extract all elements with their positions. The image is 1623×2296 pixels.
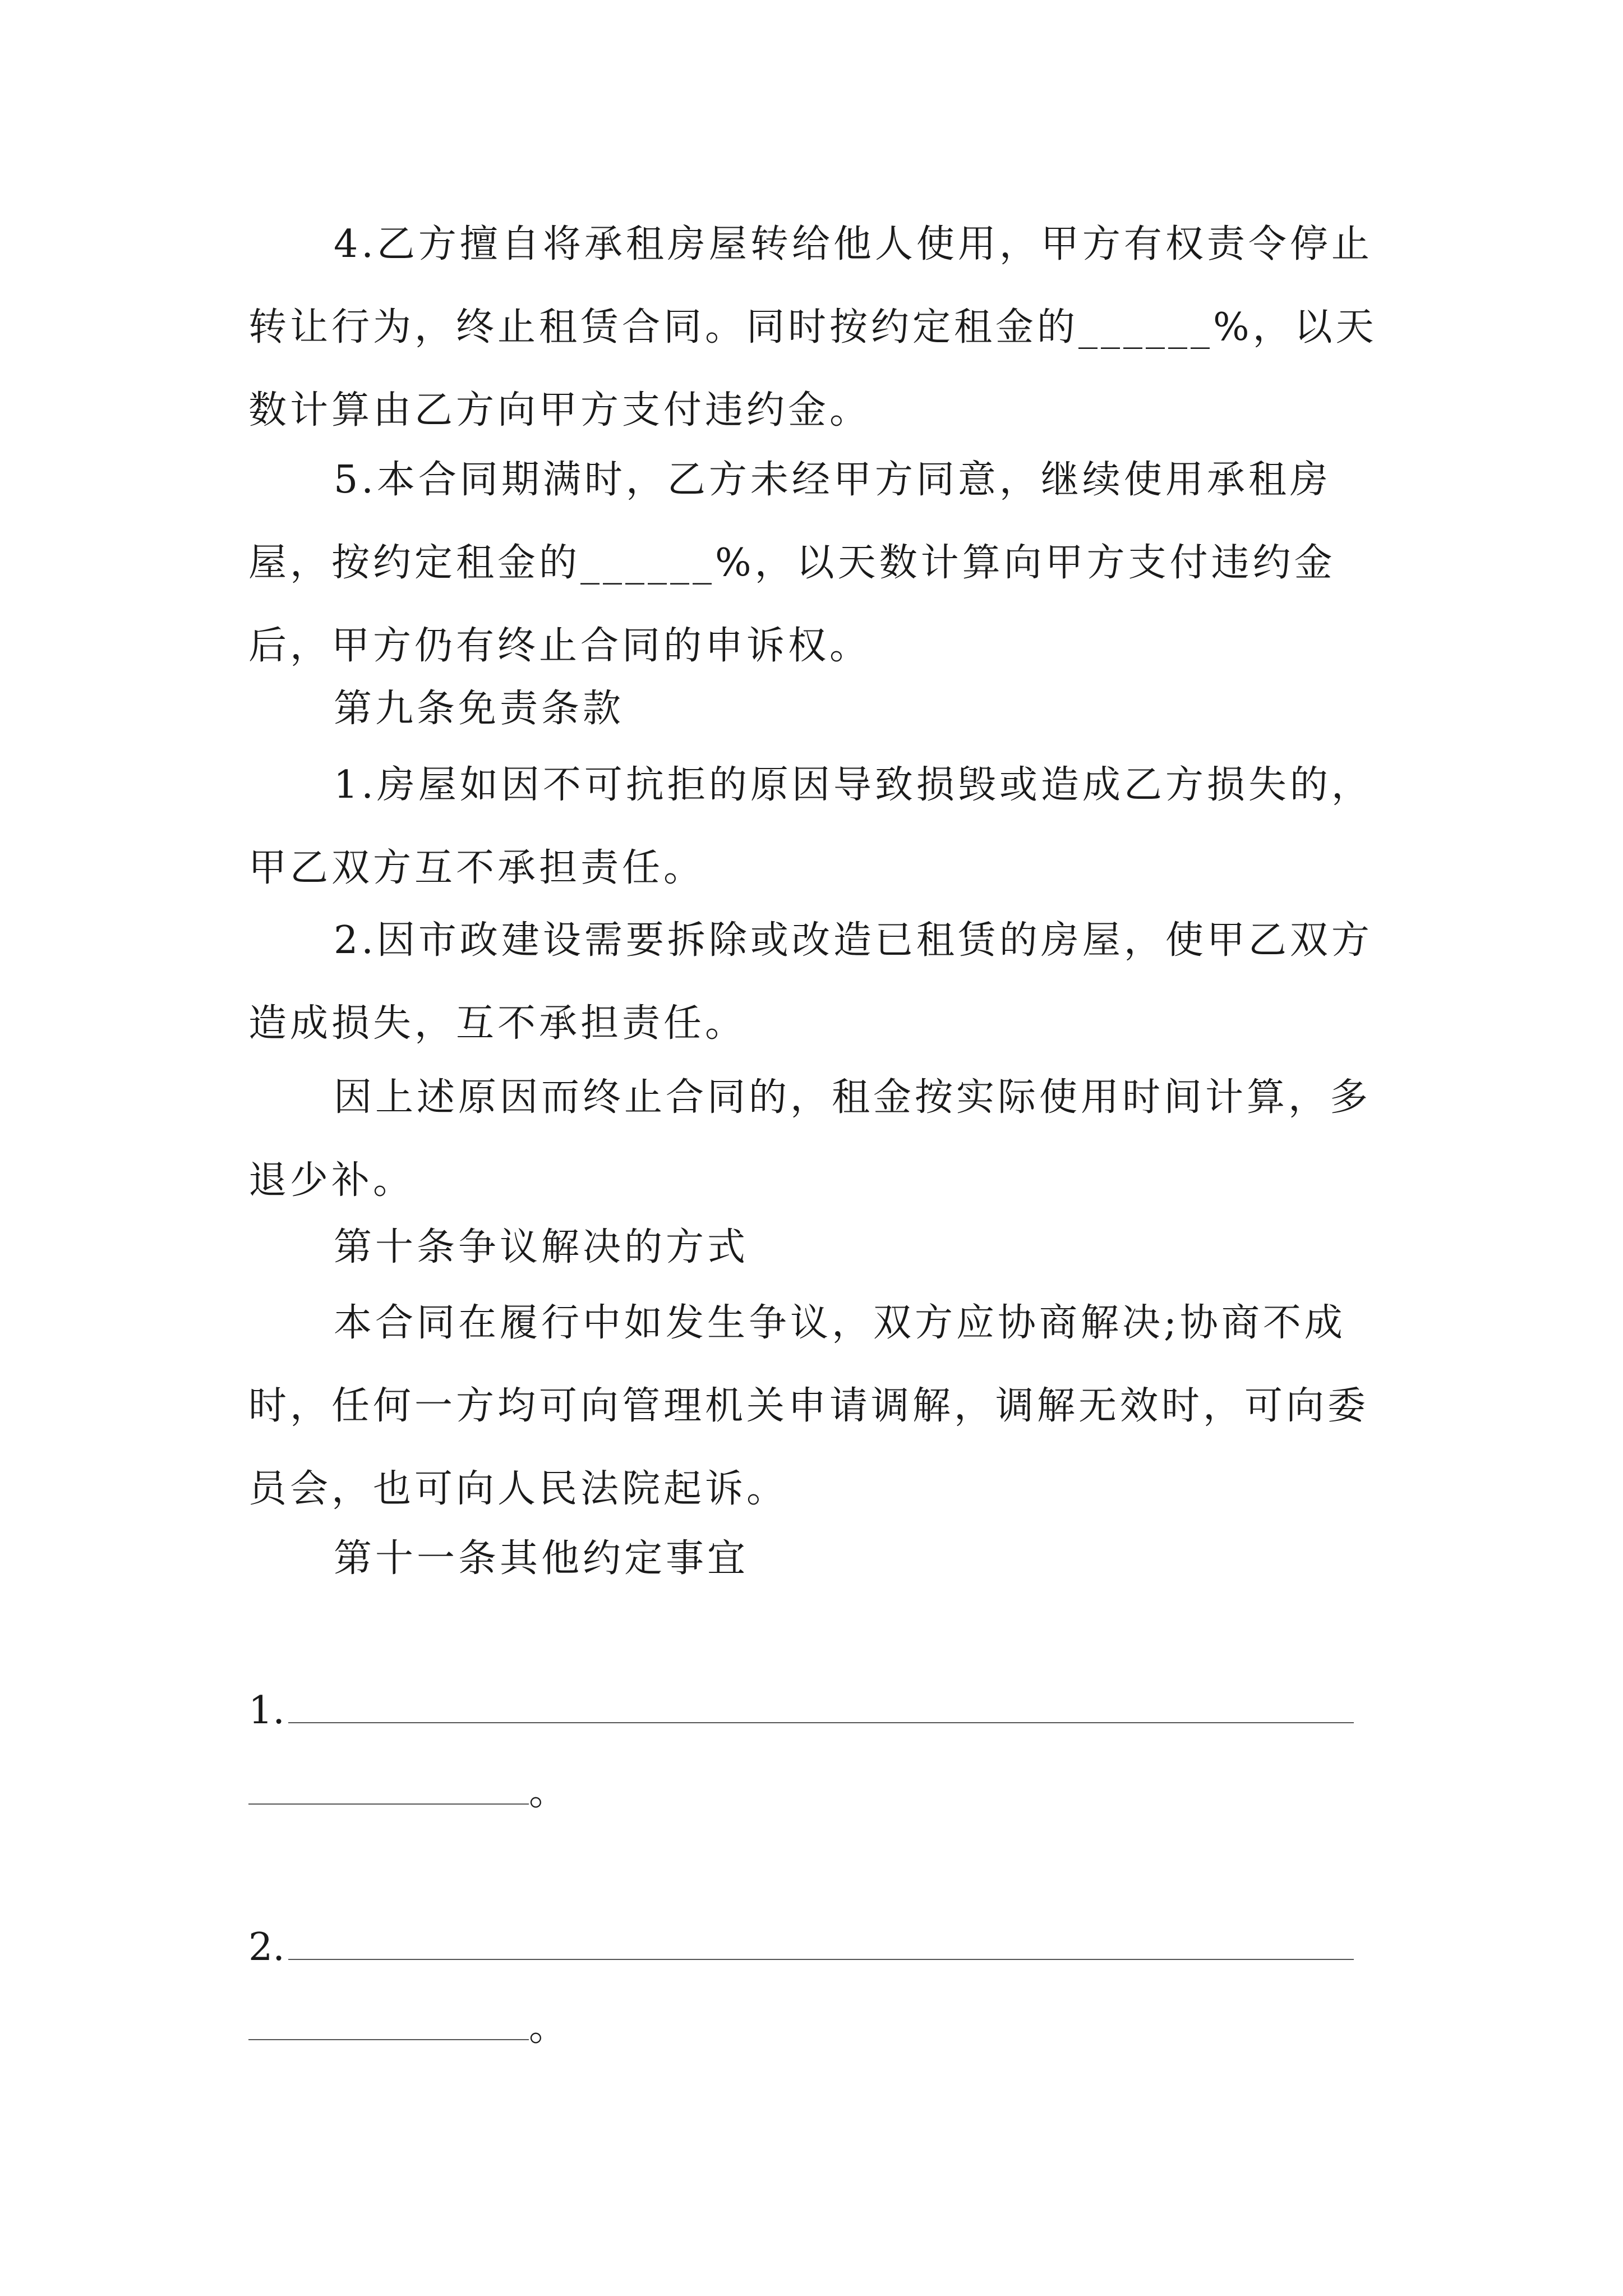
other-item-1-line bbox=[248, 1683, 1354, 1739]
other-item-1-end: 。 bbox=[529, 1770, 568, 1814]
article-11-heading: 第十一条其他约定事宜 bbox=[334, 1536, 749, 1581]
clause-4-paragraph: 4.乙方擅自将承租房屋转给他人使用，甲方有权责令停止转让行为，终止租赁合同。同时按约定租金的______%，以天数计算由乙方向甲方支付违约金。 bbox=[248, 222, 1377, 432]
other-item-2-blank-continued bbox=[248, 2039, 529, 2040]
article-9-heading: 第九条免责条款 bbox=[334, 687, 625, 731]
article-9-item-2: 2.因市政建设需要拆除或改造已租赁的房屋，使甲乙双方造成损失，互不承担责任。 bbox=[248, 918, 1373, 1046]
other-item-1-tail bbox=[248, 1764, 567, 1820]
article-10-paragraph: 本合同在履行中如发生争议，双方应协商解决;协商不成时，任何一方均可向管理机关申请调解，调解无效时，可向委员会，也可向人民法院起诉。 bbox=[248, 1301, 1370, 1511]
other-item-2-number: 2. bbox=[248, 1925, 285, 1970]
other-item-2-blank bbox=[288, 1959, 1354, 1960]
article-10-heading: 第十条争议解决的方式 bbox=[334, 1225, 749, 1269]
clause-5-paragraph: 5.本合同期满时，乙方未经甲方同意，继续使用承租房屋，按约定租金的______%，以天数计算向甲方支付违约金后，甲方仍有终止合同的申诉权。 bbox=[248, 458, 1336, 668]
article-9-item-1: 1.房屋如因不可抗拒的原因导致损毁或造成乙方损失的，甲乙双方互不承担责任。 bbox=[248, 763, 1373, 890]
other-item-1-blank bbox=[288, 1722, 1354, 1723]
other-item-1-blank-continued bbox=[248, 1803, 529, 1805]
other-item-2-line bbox=[248, 1920, 1354, 1976]
other-item-2-tail bbox=[248, 2000, 567, 2056]
article-9-note: 因上述原因而终止合同的，租金按实际使用时间计算，多退少补。 bbox=[248, 1075, 1372, 1203]
other-item-2-end: 。 bbox=[529, 2005, 568, 2050]
other-item-1-number: 1. bbox=[248, 1688, 285, 1733]
